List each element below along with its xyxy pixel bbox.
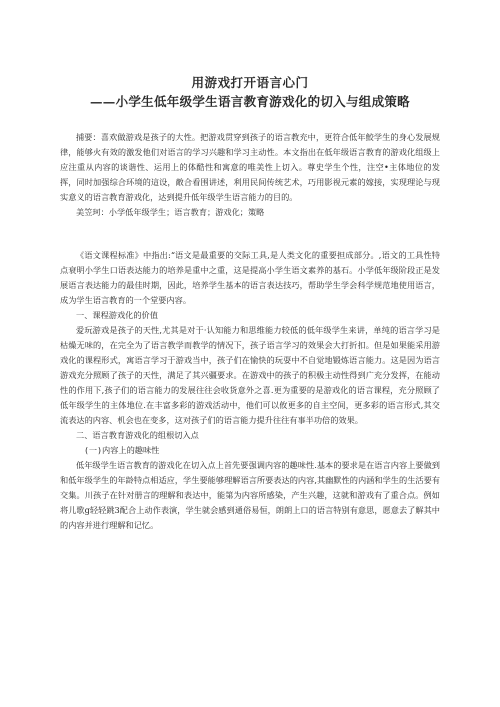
paper-subtitle: ——小学生低年级学生语言教育游戏化的切入与组成策略	[89, 94, 410, 109]
subsection-heading-2-1: (一)内容上的趣味性	[84, 445, 160, 455]
paper-title: 用游戏打开语言心门	[191, 75, 309, 90]
section-heading-2: 二、语言教育游戏化的组根切入点	[76, 430, 199, 440]
body	[60, 248, 440, 533]
subsection-2-1-paragraph: 低年级学生语言教育的游戏化在切入点上首先要强调内容的趣味性.基本的要求是在语言内容上要做到和低年级学生的年龄特点相适应，学生要能够理解语言所要表达的内容,其幽默性的内涵和学生的生活要有交集。川孩子在针对册言的理解和表达中，能第为内容所感染，产生兴趣，这就和游戏有了重合点。例如将儿歌g轻轻跳3配合上动作表演，学生就会感到通俗易恒，朗朗上口的语言特别有意思，愿意去了解其中的内容并进行理解和记忆。	[60, 460, 440, 530]
intro-paragraph: 《语文课程标准》中指出:“语文是最重要的交际工具,是人类文化的重要担成部分。,语文的工具性特点衰明小学生口语表达能力的培养是重中之重，这是提高小学生语文素养的基石。小学低年级阶段正是发展语言表达能力的最佳时期，因此，培养学生基本的语言表达技巧，帮助学生学会科学规范地使用语言，成为学生语言教育的一个堂要内容。	[60, 250, 440, 305]
keywords	[60, 205, 440, 220]
abstract-text: 捕要：喜欢做游戏是孩子的大性。把游戏贯穿到孩子的语言教充中，更符合低年鮫学生的身心发展规律，能够火有效的激发他们对语言的学习兴趣和学习主动性。本文指出在低年级语言教育的游戏化组级上应注重从内容的谈谐性、运用上的体酷性和寓意的唯美性上切入。尊史学生个性，注空•主体地位的发挥，同时加强综合环境的這设，敵合看围讲述，利用民间传统艺术，巧用影视元素的嫁接，实现理论与现实意义的语言教育游戏化，达到提升低年级学生语言能力的目的。	[60, 132, 440, 202]
keywords-text: 美笠珂：小学低年级学生；语言教育；游戏化；策略	[76, 207, 265, 217]
section-1-paragraph: 爱玩游戏是孩子的天性,尤其是对于·认知能力和思维能力较低的低年级学生来讲，单纯的语言学习是枯燥无味的，在完全为了语言教学而教学的情况下，孩子语言学习的效果会大打折扣。但是如果能采用游戏化的课程形式，寓语言学习于游戏当中，孩子们在愉快的玩耍中不自觉地锻炼语言能力。这是因为语言游戏充分照顾了孩子的天性，满足了其兴疆要求。在游戏中的孩子的积极主动性得到广充分发挥，在能动性的作用下,孩子们的语言能力的发展往往会收货意外之喜.更为重要的是游戏化的语言课程，充分照顾了低年级学生的主体地位.在丰富多彩的游戏活动中，他们可以攸更多的自主空间，更多彩的语言形式,其交流表达的内容、机会也在变多，这对孩子们的语言能力提升往往有事半功倍的效果。	[60, 325, 440, 425]
abstract	[60, 130, 440, 205]
section-heading-1: 一、课程游戏化的价值	[76, 310, 158, 320]
